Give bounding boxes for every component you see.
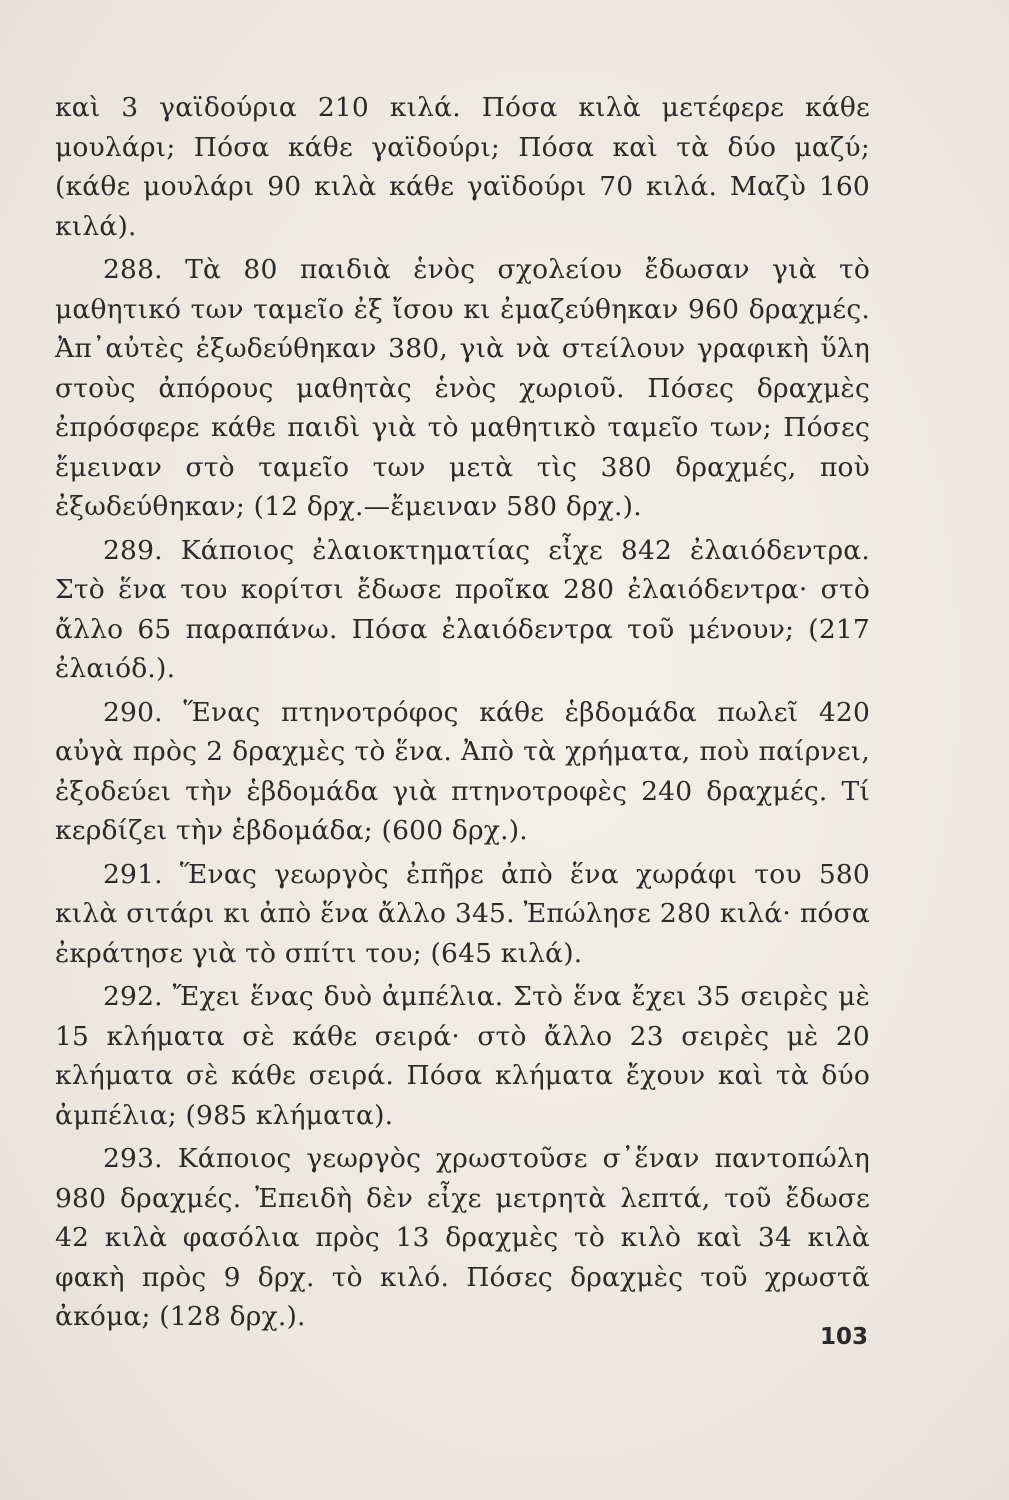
problem-288: 288. Τὰ 80 παιδιὰ ἑνὸς σχολείου ἔδωσαν γιὰ τὸ μαθητικό των ταμεῖο ἐξ ἴσου κι ἐμαζεύθηκαν 960 δραχμές. Ἀπ᾽αὐτὲς ἐξωδεύθηκαν 380, γιὰ νὰ στείλουν γραφικὴ ὕλη στοὺς ἀπόρους μαθητὰς ἑνὸς χωριοῦ. Πόσες δραχμὲς ἐπρόσφερε κάθε παιδὶ γιὰ τὸ μαθητικὸ ταμεῖο των; Πόσες ἔμειναν στὸ ταμεῖο των μετὰ τὶς 380 δραχμές, ποὺ ἐξωδεύθηκαν; (12 δρχ.—ἔμειναν 580 δρχ.). [55, 254, 870, 522]
page-text [55, 88, 870, 1341]
problem-290: 290. Ἕνας πτηνοτρόφος κάθε ἑβδομάδα πωλεῖ 420 αὐγὰ πρὸς 2 δραχμὲς τὸ ἕνα. Ἀπὸ τὰ χρήματα, ποὺ παίρνει, ἐξοδεύει τὴν ἑβδομάδα γιὰ πτηνοτροφὲς 240 δραχμές. Τί κερδίζει τὴν ἑβδομάδα; (600 δρχ.). [55, 696, 870, 846]
paragraph-continuation: καὶ 3 γαϊδούρια 210 κιλά. Πόσα κιλὰ μετέφερε κάθε μουλάρι; Πόσα κάθε γαϊδούρι; Πόσα καὶ τὰ δύο μαζύ; (κάθε μουλάρι 90 κιλὰ κάθε γαϊδούρι 70 κιλά. Μαζὺ 160 κιλά). [55, 92, 870, 242]
problem-292: 292. Ἔχει ἕνας δυὸ ἀμπέλια. Στὸ ἕνα ἔχει 35 σειρὲς μὲ 15 κλήματα σὲ κάθε σειρά· στὸ ἄλλο 23 σειρὲς μὲ 20 κλήματα σὲ κάθε σειρά. Πόσα κλήματα ἔχουν καὶ τὰ δύο ἀμπέλια; (985 κλήματα). [55, 981, 870, 1131]
problem-291: 291. Ἕνας γεωργὸς ἐπῆρε ἀπὸ ἕνα χωράφι του 580 κιλὰ σιτάρι κι ἀπὸ ἕνα ἄλλο 345. Ἐπώλησε 280 κιλά· πόσα ἐκράτησε γιὰ τὸ σπίτι του; (645 κιλά). [55, 858, 870, 969]
problem-289: 289. Κάποιος ἐλαιοκτηματίας εἶχε 842 ἐλαιόδεντρα. Στὸ ἕνα του κορίτσι ἔδωσε προῖκα 280 ἐλαιόδεντρα· στὸ ἄλλο 65 παραπάνω. Πόσα ἐλαιόδεντρα τοῦ μένουν; (217 ἐλαιόδ.). [55, 534, 870, 684]
problem-293: 293. Κάποιος γεωργὸς χρωστοῦσε σ᾽ἕναν παντοπώλη 980 δραχμές. Ἐπειδὴ δὲν εἶχε μετρητὰ λεπτά, τοῦ ἔδωσε 42 κιλὰ φασόλια πρὸς 13 δραχμὲς τὸ κιλὸ καὶ 34 κιλὰ φακὴ πρὸς 9 δρχ. τὸ κιλό. Πόσες δραχμὲς τοῦ χρωστᾶ ἀκόμα; (128 δρχ.). [55, 1143, 870, 1332]
page-number: 103 [820, 1324, 869, 1350]
